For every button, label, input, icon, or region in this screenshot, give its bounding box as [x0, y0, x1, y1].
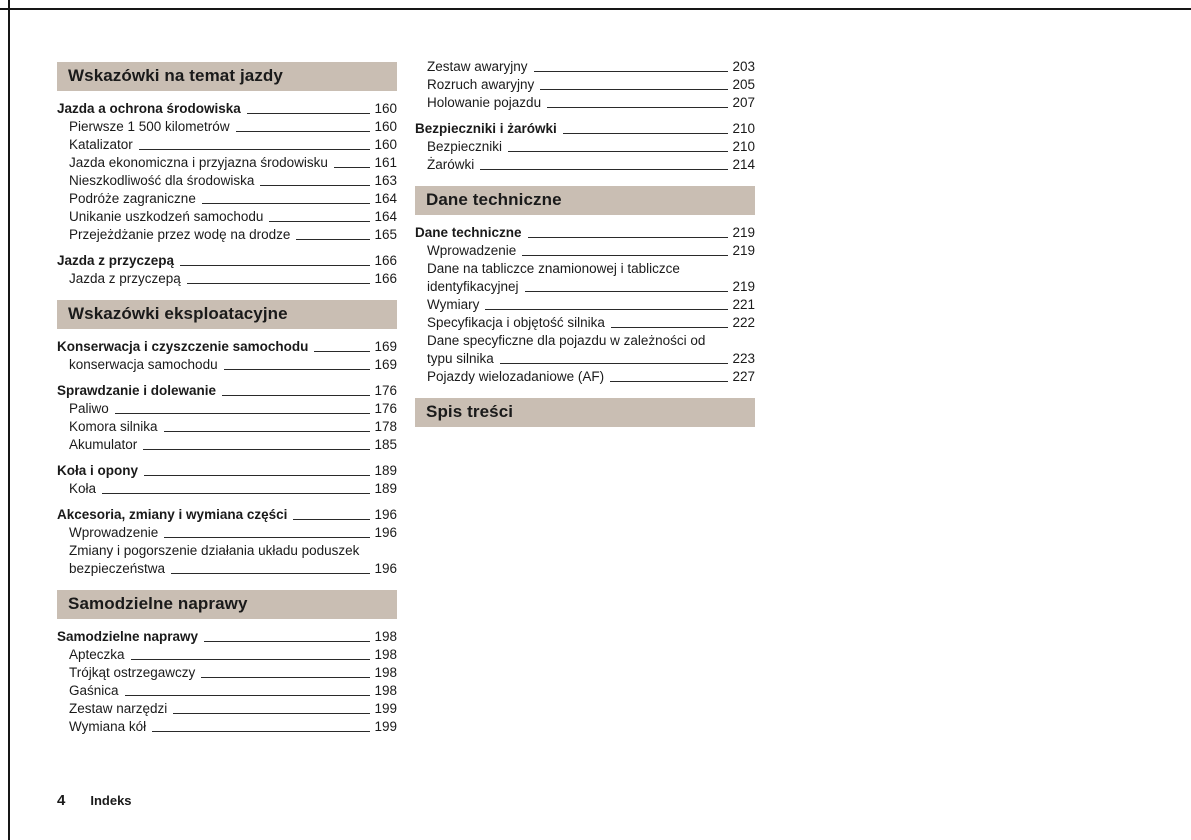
- toc-label: Wymiary: [427, 297, 480, 312]
- toc-leader-line: [102, 492, 370, 494]
- toc-entry-row: [57, 506, 397, 524]
- toc-entry-row: [69, 480, 397, 498]
- toc-label: Wymiana kół: [69, 719, 147, 734]
- toc-entry: [415, 58, 755, 76]
- toc-label: Holowanie pojazdu: [427, 95, 542, 110]
- toc-entry: [57, 418, 397, 436]
- toc-label: Bezpieczniki i żarówki: [415, 121, 557, 136]
- toc-entry: [415, 120, 755, 138]
- toc-group: [57, 628, 397, 736]
- toc-leader-line: [563, 132, 729, 134]
- toc-entry-row: [69, 560, 397, 578]
- toc-label: Jazda z przyczepą: [57, 253, 175, 268]
- toc-group: [415, 58, 755, 112]
- toc-entry: [57, 682, 397, 700]
- toc-entry: [57, 190, 397, 208]
- toc-entry-row: [69, 154, 397, 172]
- toc-page-number: 176: [374, 401, 397, 416]
- section-header: [415, 186, 755, 215]
- toc-leader-line: [224, 368, 371, 370]
- footer-section-label: Indeks: [90, 793, 132, 808]
- toc-leader-line: [525, 290, 729, 292]
- toc-page-number: 210: [732, 121, 755, 136]
- toc-entry-row: [57, 382, 397, 400]
- toc-leader-line: [171, 572, 370, 574]
- toc-entry-row: [57, 462, 397, 480]
- toc-leader-line: [260, 184, 370, 186]
- toc-page-number: 166: [374, 271, 397, 286]
- toc-label: Specyfikacja i objętość silnika: [427, 315, 605, 330]
- toc-leader-line: [180, 264, 370, 266]
- toc-label: Wprowadzenie: [427, 243, 517, 258]
- toc-page-number: 223: [732, 351, 755, 366]
- toc-page-number: 160: [374, 119, 397, 134]
- toc-entry-row: [69, 400, 397, 418]
- toc-entry-row: [415, 224, 755, 242]
- toc-page-number: 196: [374, 507, 397, 522]
- toc-entry: [57, 480, 397, 498]
- toc-label: Samodzielne naprawy: [57, 629, 199, 644]
- toc-entry-row: [69, 682, 397, 700]
- toc-entry: [415, 94, 755, 112]
- toc-leader-line: [139, 148, 371, 150]
- toc-leader-line: [247, 112, 371, 114]
- toc-entry: [57, 136, 397, 154]
- toc-entry-row: [427, 156, 755, 174]
- toc-entry: [57, 226, 397, 244]
- toc-page-number: 169: [374, 357, 397, 372]
- page-frame-top-rule: [0, 8, 1191, 10]
- toc-label: Jazda a ochrona środowiska: [57, 101, 241, 116]
- toc-leader-line: [293, 518, 370, 520]
- toc-leader-line: [610, 380, 728, 382]
- section-header-label: Wskazówki eksploatacyjne: [68, 304, 288, 323]
- toc-label: Jazda ekonomiczna i przyjazna środowisku: [69, 155, 328, 170]
- toc-group: [57, 338, 397, 374]
- toc-leader-line: [547, 106, 728, 108]
- toc-entry-row: [69, 136, 397, 154]
- toc-entry-row: [427, 368, 755, 386]
- toc-label: Sprawdzanie i dolewanie: [57, 383, 217, 398]
- toc-label: Unikanie uszkodzeń samochodu: [69, 209, 264, 224]
- toc-group: [57, 506, 397, 578]
- toc-page-number: 166: [374, 253, 397, 268]
- toc-page-number: 160: [374, 101, 397, 116]
- toc-entry: [57, 524, 397, 542]
- toc-leader-line: [152, 730, 370, 732]
- toc-page-number: 189: [374, 481, 397, 496]
- toc-entry-row: [69, 172, 397, 190]
- toc-group: [57, 382, 397, 454]
- toc-label: Pierwsze 1 500 kilometrów: [69, 119, 230, 134]
- toc-label: typu silnika: [427, 351, 494, 366]
- toc-entry-row: [57, 252, 397, 270]
- toc-page-number: 165: [374, 227, 397, 242]
- toc-label: Dane techniczne: [415, 225, 522, 240]
- toc-entry-row: [69, 190, 397, 208]
- toc-entry-row: [69, 356, 397, 374]
- section-header-label: Spis treści: [426, 402, 514, 421]
- toc-entry: [415, 260, 755, 296]
- toc-label: Apteczka: [69, 647, 125, 662]
- toc-entry-row: [427, 314, 755, 332]
- toc-leader-line: [480, 168, 728, 170]
- toc-entry: [415, 138, 755, 156]
- toc-page-number: 221: [732, 297, 755, 312]
- toc-entry-row: [57, 338, 397, 356]
- toc-leader-line: [334, 166, 371, 168]
- toc-entry-row: [427, 296, 755, 314]
- toc-column-right: [415, 58, 755, 436]
- toc-entry: [57, 664, 397, 682]
- toc-page-number: 203: [732, 59, 755, 74]
- toc-leader-line: [204, 640, 370, 642]
- toc-entry-row: [69, 524, 397, 542]
- toc-leader-line: [202, 202, 371, 204]
- toc-leader-line: [173, 712, 370, 714]
- toc-page-number: 185: [374, 437, 397, 452]
- toc-label: Zestaw narzędzi: [69, 701, 168, 716]
- toc-label: Akcesoria, zmiany i wymiana części: [57, 507, 288, 522]
- toc-entry-row: [69, 646, 397, 664]
- toc-page-number: 160: [374, 137, 397, 152]
- toc-label: Trójkąt ostrzegawczy: [69, 665, 196, 680]
- toc-page-number: 219: [732, 243, 755, 258]
- toc-group: [57, 252, 397, 288]
- toc-column-left: [57, 62, 397, 744]
- toc-entry-row: [427, 278, 755, 296]
- toc-entry: [57, 154, 397, 172]
- toc-label: Nieszkodliwość dla środowiska: [69, 173, 255, 188]
- toc-page-number: 164: [374, 209, 397, 224]
- page-footer: [57, 792, 132, 809]
- toc-entry: [57, 252, 397, 270]
- toc-page-number: 198: [374, 665, 397, 680]
- toc-group: [57, 100, 397, 244]
- toc-label: identyfikacyjnej: [427, 279, 519, 294]
- toc-label: Wprowadzenie: [69, 525, 159, 540]
- toc-entry: [415, 296, 755, 314]
- toc-page-number: 196: [374, 525, 397, 540]
- toc-leader-line: [314, 350, 370, 352]
- toc-leader-line: [164, 430, 371, 432]
- toc-group: [415, 224, 755, 386]
- toc-leader-line: [611, 326, 729, 328]
- toc-entry-row: [427, 94, 755, 112]
- toc-label: Komora silnika: [69, 419, 158, 434]
- toc-entry-row: [69, 118, 397, 136]
- toc-entry: [415, 368, 755, 386]
- toc-label: Paliwo: [69, 401, 109, 416]
- toc-leader-line: [143, 448, 370, 450]
- toc-page-number: 198: [374, 629, 397, 644]
- page-frame-left-rule: [8, 0, 10, 840]
- toc-label: Gaśnica: [69, 683, 119, 698]
- toc-page-number: 210: [732, 139, 755, 154]
- toc-page-number: 227: [732, 369, 755, 384]
- toc-entry-row: [427, 138, 755, 156]
- toc-label: Konserwacja i czyszczenie samochodu: [57, 339, 309, 354]
- toc-entry: [57, 718, 397, 736]
- toc-entry-row: [69, 700, 397, 718]
- toc-leader-line: [131, 658, 371, 660]
- toc-leader-line: [125, 694, 371, 696]
- toc-label: Pojazdy wielozadaniowe (AF): [427, 369, 605, 384]
- section-header-label: Wskazówki na temat jazdy: [68, 66, 283, 85]
- section-header-label: Samodzielne naprawy: [68, 594, 248, 613]
- toc-entry-row: [427, 58, 755, 76]
- footer-page-number: 4: [57, 792, 66, 809]
- toc-entry: [57, 118, 397, 136]
- section-header: [415, 398, 755, 427]
- toc-entry: [57, 506, 397, 524]
- toc-page-number: 205: [732, 77, 755, 92]
- toc-leader-line: [269, 220, 370, 222]
- toc-entry: [57, 100, 397, 118]
- toc-label-first-line: Zmiany i pogorszenie działania układu poduszek: [69, 543, 360, 558]
- toc-entry: [57, 542, 397, 578]
- toc-page-number: 222: [732, 315, 755, 330]
- toc-entry: [415, 156, 755, 174]
- toc-entry-row: [415, 120, 755, 138]
- toc-page-number: 207: [732, 95, 755, 110]
- section-header: [57, 590, 397, 619]
- toc-entry: [57, 270, 397, 288]
- toc-label: Akumulator: [69, 437, 138, 452]
- toc-entry-row: [69, 270, 397, 288]
- toc-leader-line: [500, 362, 729, 364]
- toc-leader-line: [540, 88, 728, 90]
- toc-page-number: 196: [374, 561, 397, 576]
- toc-entry: [57, 628, 397, 646]
- toc-entry: [57, 462, 397, 480]
- toc-entry: [57, 172, 397, 190]
- toc-entry-row: [57, 628, 397, 646]
- toc-entry-row: [69, 718, 397, 736]
- toc-page-number: 219: [732, 225, 755, 240]
- section-header-label: Dane techniczne: [426, 190, 562, 209]
- toc-entry: [415, 76, 755, 94]
- toc-page-number: 198: [374, 683, 397, 698]
- toc-leader-line: [144, 474, 370, 476]
- toc-label: Żarówki: [427, 157, 475, 172]
- toc-group: [57, 462, 397, 498]
- section-header: [57, 300, 397, 329]
- toc-label-first-line: Dane na tabliczce znamionowej i tabliczce: [427, 261, 680, 276]
- toc-leader-line: [187, 282, 371, 284]
- toc-label: Koła: [69, 481, 97, 496]
- toc-entry: [415, 332, 755, 368]
- toc-label: konserwacja samochodu: [69, 357, 218, 372]
- toc-entry-row: [427, 76, 755, 94]
- toc-page-number: 169: [374, 339, 397, 354]
- toc-label: Rozruch awaryjny: [427, 77, 535, 92]
- toc-leader-line: [164, 536, 370, 538]
- toc-entry: [57, 700, 397, 718]
- toc-page-number: 189: [374, 463, 397, 478]
- toc-entry: [57, 382, 397, 400]
- toc-entry: [57, 400, 397, 418]
- toc-leader-line: [528, 236, 729, 238]
- toc-label: Podróże zagraniczne: [69, 191, 196, 206]
- toc-page-number: 214: [732, 157, 755, 172]
- toc-label-first-line: Dane specyficzne dla pojazdu w zależności od: [427, 333, 706, 348]
- toc-page-number: 199: [374, 719, 397, 734]
- toc-label: Zestaw awaryjny: [427, 59, 528, 74]
- toc-leader-line: [222, 394, 370, 396]
- toc-page-number: 199: [374, 701, 397, 716]
- toc-leader-line: [522, 254, 728, 256]
- toc-label: Jazda z przyczepą: [69, 271, 181, 286]
- toc-entry: [57, 208, 397, 226]
- toc-entry-row: [69, 226, 397, 244]
- toc-entry-row: [69, 436, 397, 454]
- toc-group: [415, 120, 755, 174]
- toc-entry-row: [69, 208, 397, 226]
- toc-leader-line: [201, 676, 370, 678]
- toc-page-number: 176: [374, 383, 397, 398]
- toc-label: Bezpieczniki: [427, 139, 503, 154]
- toc-entry-row: [69, 664, 397, 682]
- toc-entry-row: [69, 418, 397, 436]
- toc-leader-line: [296, 238, 370, 240]
- toc-entry: [57, 356, 397, 374]
- toc-leader-line: [485, 308, 728, 310]
- toc-page-number: 178: [374, 419, 397, 434]
- toc-leader-line: [534, 70, 729, 72]
- toc-label: Przejeżdżanie przez wodę na drodze: [69, 227, 291, 242]
- toc-label: bezpieczeństwa: [69, 561, 166, 576]
- toc-entry-row: [427, 242, 755, 260]
- toc-label: Katalizator: [69, 137, 133, 152]
- toc-entry: [57, 646, 397, 664]
- toc-entry-row: [427, 350, 755, 368]
- toc-page-number: 163: [374, 173, 397, 188]
- toc-entry: [415, 224, 755, 242]
- toc-entry: [57, 436, 397, 454]
- toc-entry: [57, 338, 397, 356]
- toc-entry: [415, 314, 755, 332]
- section-header: [57, 62, 397, 91]
- toc-entry-row: [57, 100, 397, 118]
- toc-page-number: 161: [374, 155, 397, 170]
- toc-label: Koła i opony: [57, 463, 138, 478]
- toc-leader-line: [115, 412, 371, 414]
- toc-page-number: 198: [374, 647, 397, 662]
- toc-entry: [415, 242, 755, 260]
- toc-leader-line: [236, 130, 371, 132]
- toc-page-number: 219: [732, 279, 755, 294]
- toc-page-number: 164: [374, 191, 397, 206]
- toc-leader-line: [508, 150, 728, 152]
